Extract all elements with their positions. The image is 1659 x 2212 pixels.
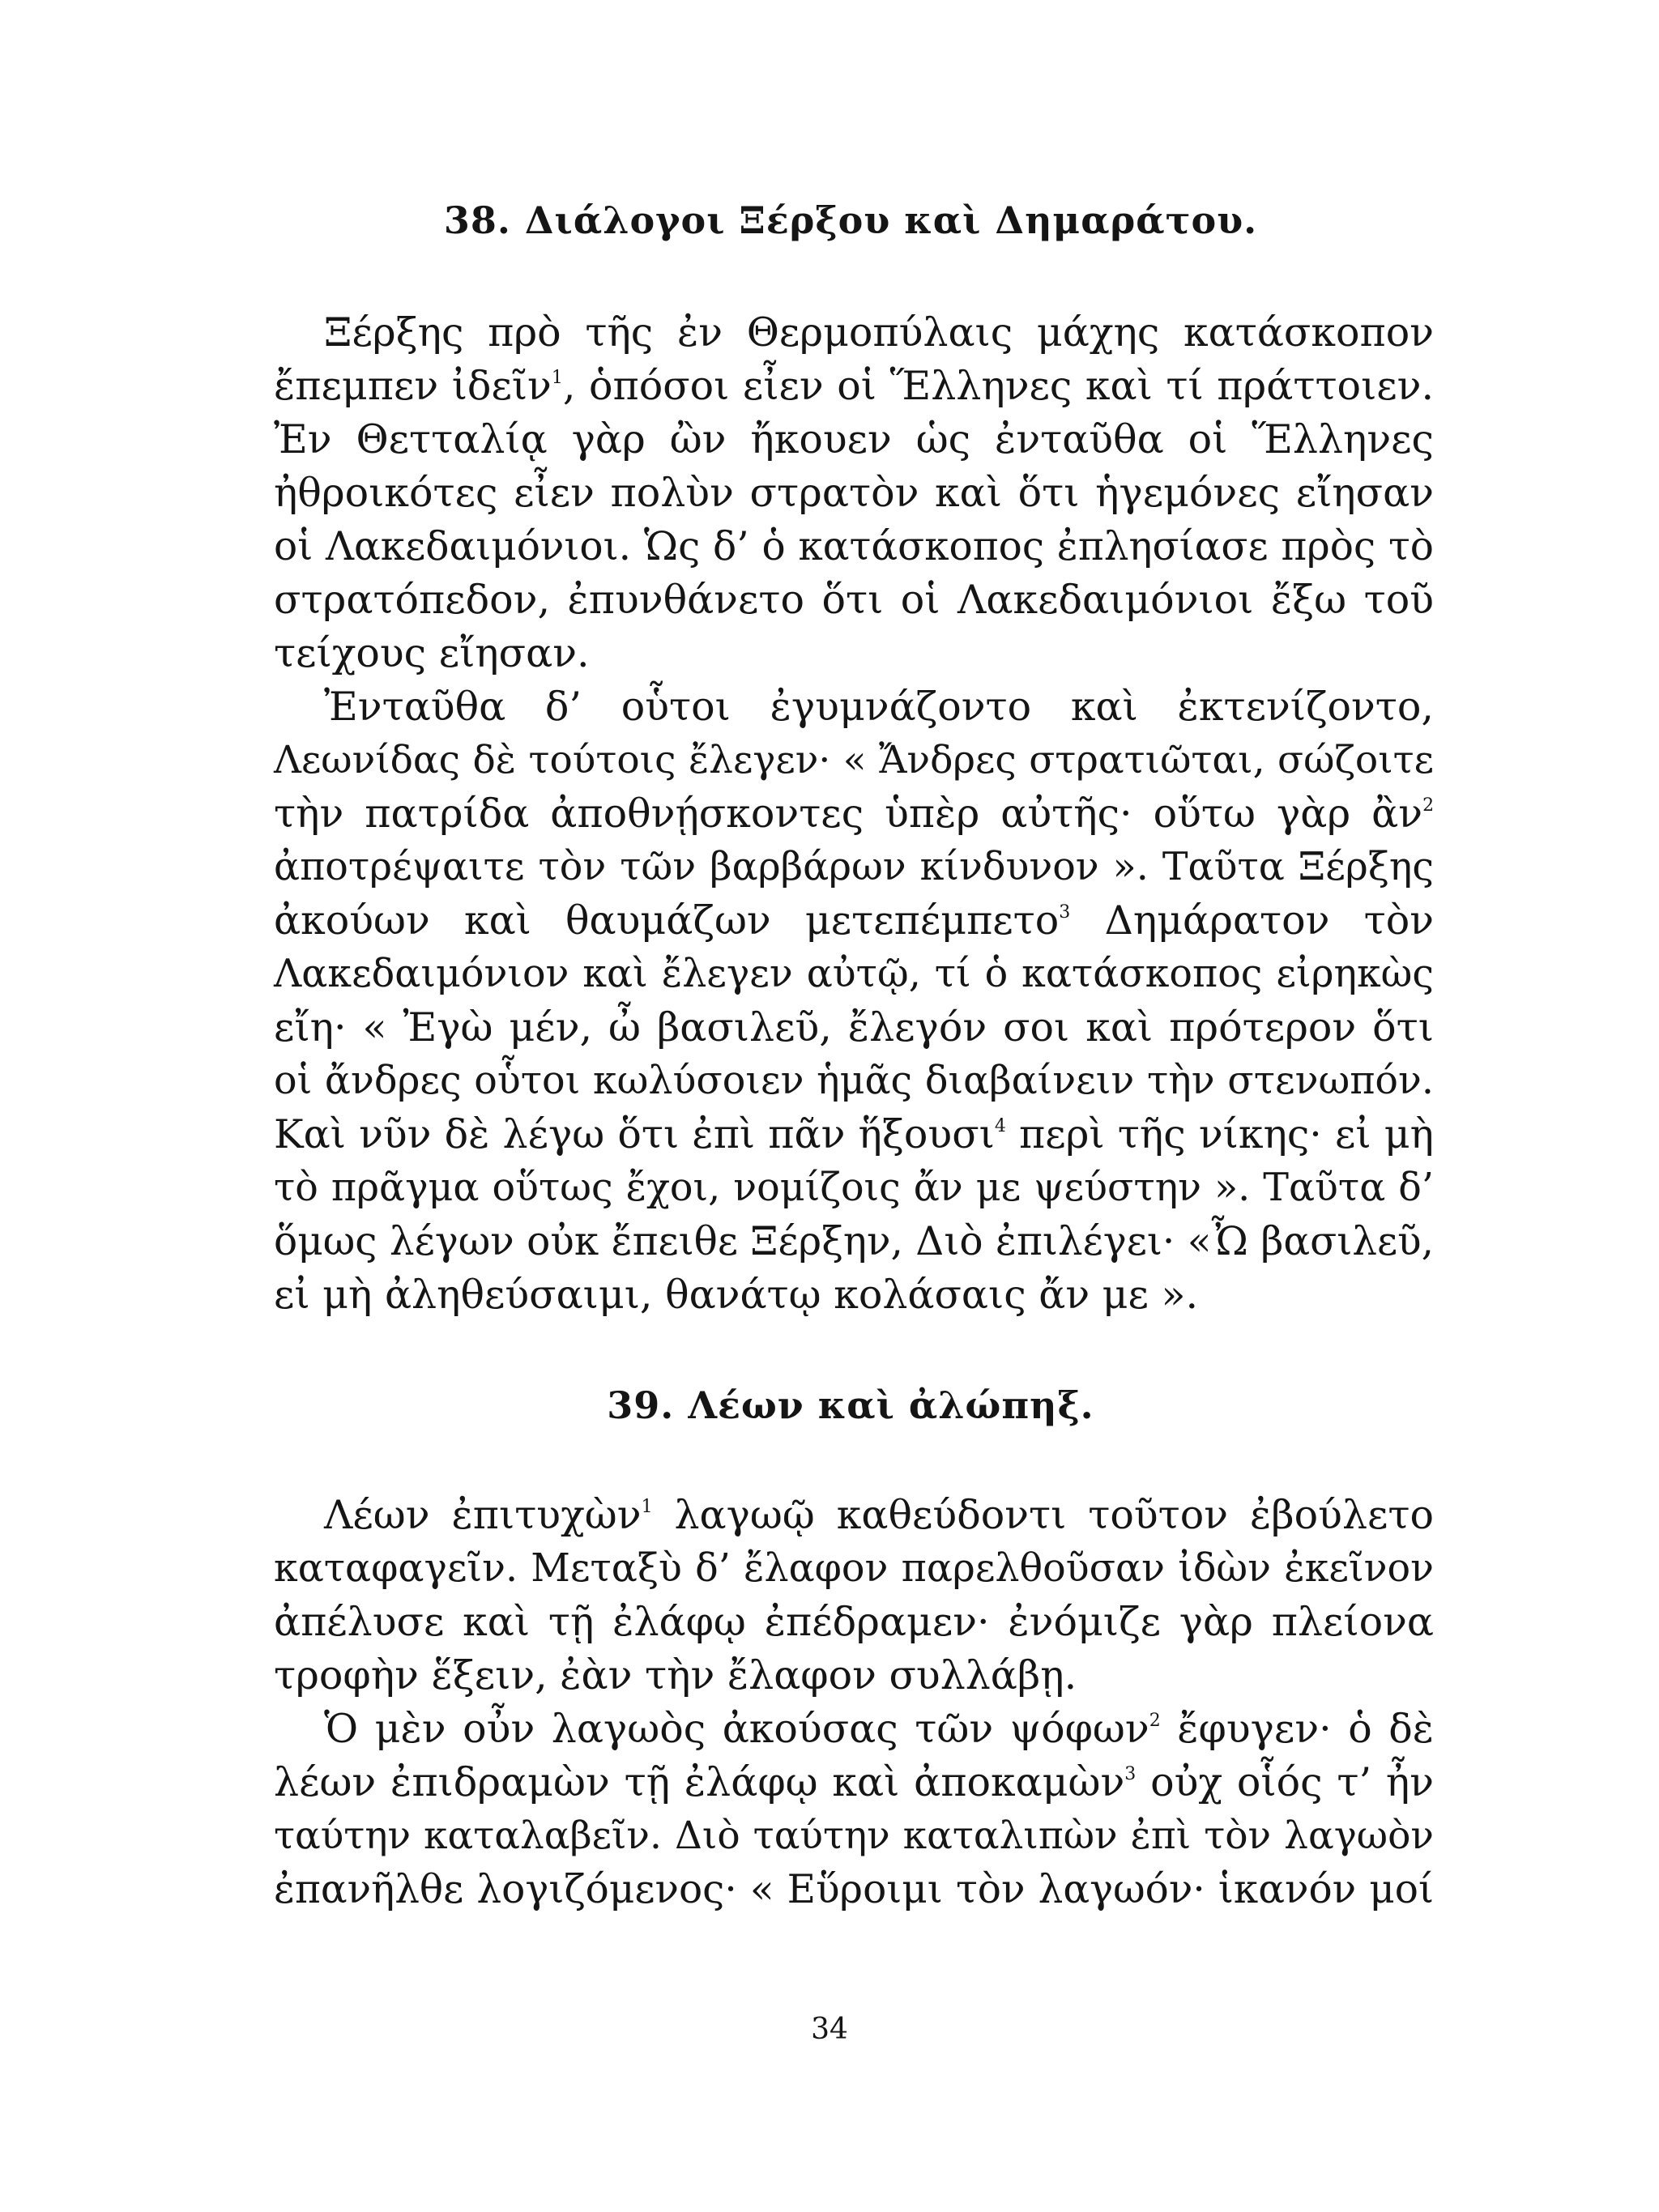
text-line: ταύτην καταλαβεῖν. Διὸ ταύτην καταλιπὼν ἐπὶ τὸν λαγωὸν (274, 1813, 1434, 1858)
text-line: λέων ἐπιδραμὼν τῇ ἐλάφῳ καὶ ἀποκαμὼν$^3$ οὐχ οἷός τ’ ἦν (274, 1759, 1435, 1805)
text-line: στρατόπεδον, ἐπυνθάνετο ὅτι οἱ Λακεδαιμόνιοι ἔξω τοῦ (274, 577, 1434, 623)
text-line: τείχους εἴησαν. (274, 630, 590, 676)
text-line: εἴη· « Ἐγὼ μέν, ὦ βασιλεῦ, ἔλεγόν σοι καὶ πρότερον ὅτι (274, 1004, 1434, 1051)
footnote-marker: 2 (1422, 795, 1435, 816)
text-line: Λακεδαιμόνιον καὶ ἔλεγεν αὐτῷ, τί ὁ κατάσκοπος εἰρηκὼς (274, 952, 1434, 996)
footnote-marker: 1 (551, 368, 563, 388)
text-line: οἱ ἄνδρες οὗτοι κωλύσοιεν ἡμᾶς διαβαίνειν τὴν στενωπόν. (274, 1059, 1434, 1103)
text-line: Ξέρξης πρὸ τῆς ἐν Θερμοπύλαις μάχης κατάσκοπον (324, 309, 1434, 356)
text-line: ἠθροικότες εἶεν πολὺν στρατὸν καὶ ὅτι ἡγεμόνες εἴησαν (274, 470, 1434, 516)
text-line: Λέων ἐπιτυχὼν$^1$ λαγωῷ καθεύδοντι τοῦτον ἐβούλετο (324, 1492, 1435, 1538)
text-line: ἀκούων καὶ θαυμάζων μετεπέμπετο$^3$ Δημάρατον τὸν (274, 897, 1435, 944)
text-line: οἱ Λακεδαιμόνιοι. Ὡς δ’ ὁ κατάσκοπος ἐπλησίασε πρὸς τὸ (274, 524, 1434, 569)
text-line: ἐπανῆλθε λογιζόμενος· « Εὕροιμι τὸν λαγωόν· ἱκανόν μοί (274, 1867, 1434, 1912)
text-line: εἰ μὴ ἀληθεύσαιμι, θανάτῳ κολάσαις ἄν με ». (274, 1272, 1199, 1318)
text-line: ὅμως λέγων οὐκ ἔπειθε Ξέρξην, Διὸ ἐπιλέγει· «Ὦ βασιλεῦ, (274, 1219, 1434, 1264)
text-line: Ἐνταῦθα δ’ οὗτοι ἐγυμνάζοντο καὶ ἐκτενίζοντο, (324, 684, 1434, 730)
text-line: Καὶ νῦν δὲ λέγω ὅτι ἐπὶ πᾶν ἥξουσι$^4$ περὶ τῆς νίκης· εἰ μὴ (274, 1111, 1434, 1157)
text-line: τὸ πρᾶγμα οὕτως ἔχοι, νομίζοις ἄν με ψεύστην ». Ταῦτα δ’ (274, 1166, 1434, 1210)
text-line: τροφὴν ἕξειν, ἐὰν τὴν ἔλαφον συλλάβῃ. (274, 1652, 1077, 1698)
footnote-marker: 3 (1124, 1764, 1137, 1784)
section-title-39: 39. Λέων καὶ ἀλώπηξ. (607, 1383, 1094, 1427)
text-line: τὴν πατρίδα ἀποθνῄσκοντες ὑπὲρ αὐτῆς· οὕτω γὰρ ἂν$^2$ (274, 791, 1435, 837)
footnote-marker: 1 (641, 1497, 653, 1517)
text-line: ἀποτρέψαιτε τὸν τῶν βαρβάρων κίνδυνον ». Ταῦτα Ξέρξης (274, 845, 1434, 889)
page-number: 34 (811, 2013, 848, 2046)
section-title-38: 38. Διάλογοι Ξέρξου καὶ Δημαράτου. (443, 198, 1258, 242)
text-line: Ἐν Θετταλίᾳ γὰρ ὢν ἤκουεν ὡς ἐνταῦθα οἱ Ἕλληνες (274, 416, 1434, 462)
text-line: Λεωνίδας δὲ τούτοις ἔλεγεν· « Ἄνδρες στρατιῶται, σώζοιτε (274, 738, 1434, 782)
footnote-marker: 3 (1059, 902, 1071, 923)
footnote-marker: 2 (1149, 1711, 1161, 1731)
text-line: Ὁ μὲν οὖν λαγωὸς ἀκούσας τῶν ψόφων$^2$ ἔφυγεν· ὁ δὲ (324, 1706, 1435, 1752)
text-line: ἔπεμπεν ἰδεῖν$^1$, ὁπόσοι εἶεν οἱ Ἕλληνες καὶ τί πράττοιεν. (274, 363, 1435, 409)
text-line: καταφαγεῖν. Μεταξὺ δ’ ἔλαφον παρελθοῦσαν ἰδὼν ἐκεῖνον (274, 1546, 1434, 1591)
text-line: ἀπέλυσε καὶ τῇ ἐλάφῳ ἐπέδραμεν· ἐνόμιζε γὰρ πλείονα (274, 1599, 1434, 1645)
footnote-marker: 4 (994, 1116, 1006, 1136)
